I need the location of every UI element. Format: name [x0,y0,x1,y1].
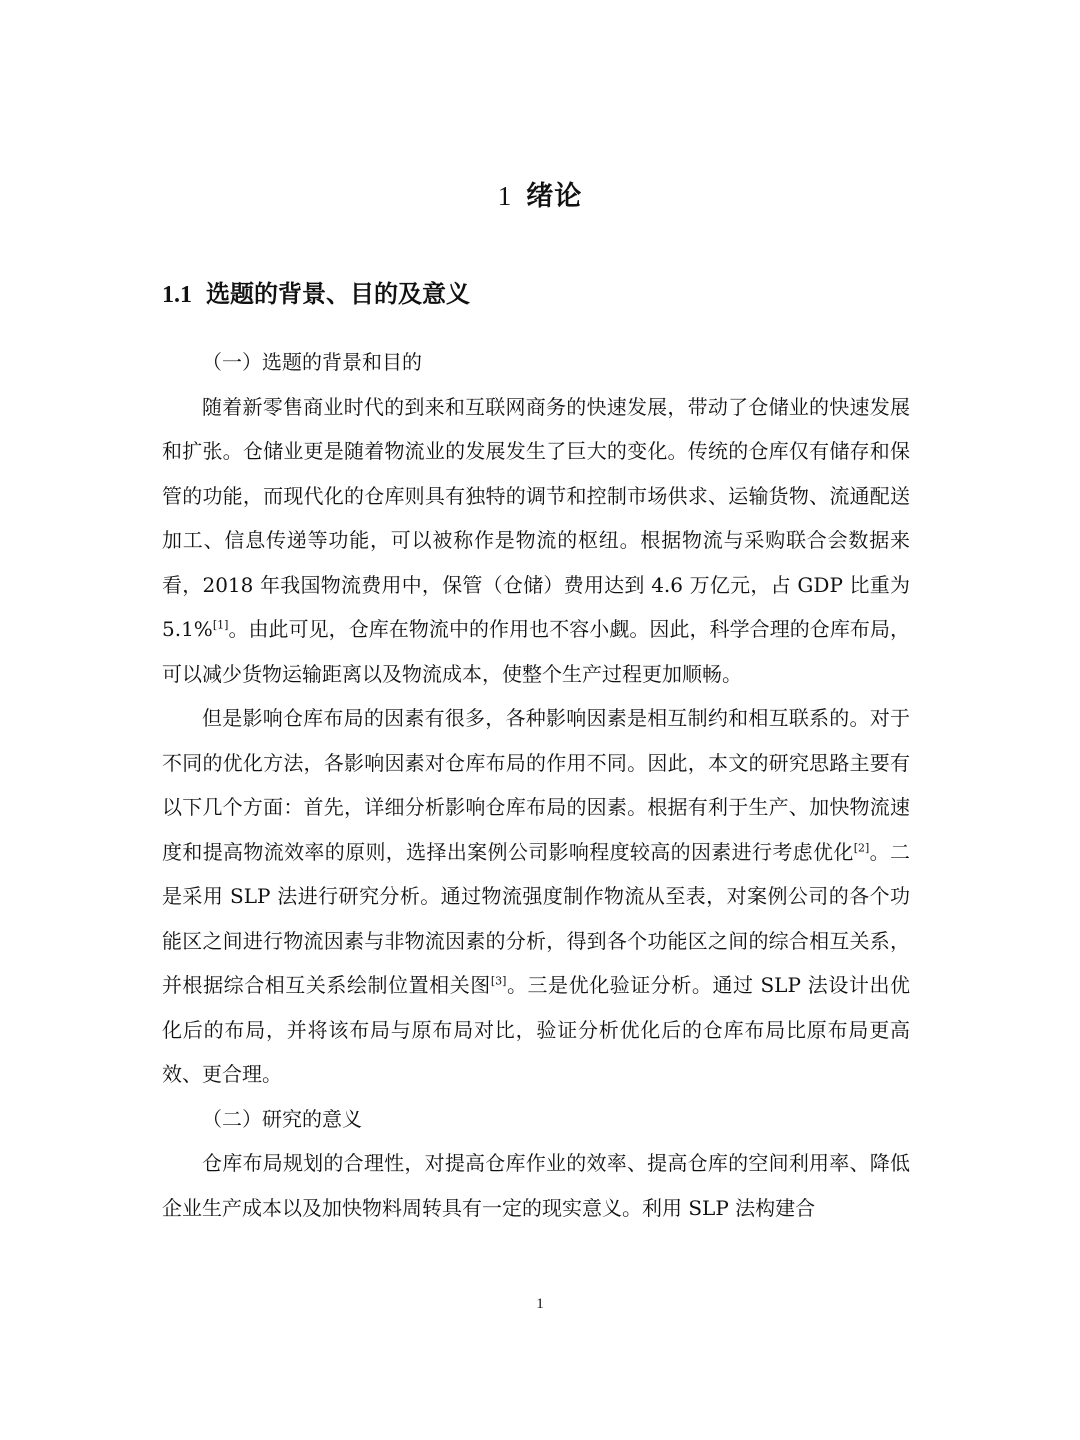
citation-1: [1] [212,618,229,632]
subsection-heading-background: （一）选题的背景和目的 [202,350,422,374]
citation-3: [3] [490,974,507,988]
chapter-title-text: 绪论 [526,181,583,212]
paragraph-significance: 仓库布局规划的合理性，对提高仓库作业的效率、提高仓库的空间利用率、降低企业生产成本以及加快物料周转具有一定的现实意义。利用 SLP 法构建合 [162,1151,910,1220]
page-number: 1 [536,1296,544,1312]
section-number: 1.1 [162,282,192,308]
paragraph-background-part-1: 随着新零售商业时代的到来和互联网商务的快速发展，带动了仓储业的快速发展和扩张。仓储业更是随着物流业的发展发生了巨大的变化。传统的仓库仅有储存和保管的功能，而现代化的仓库则具有独特的调节和控制市场供求、运输货物、流通配送加工、信息传递等功能，可以被称作是物流的枢纽。根据物流与采购联合会数据来看，2018 年我国物流费用中，保管（仓储）费用达到 4.6 万亿元，占 GDP 比重为 5.1% [162,394,910,641]
chapter-number: 1 [497,181,513,211]
paragraph-approach-part-1: 但是影响仓库布局的因素有很多，各种影响因素是相互制约和相互联系的。对于不同的优化方法，各影响因素对仓库布局的作用不同。因此，本文的研究思路主要有以下几个方面：首先，详细分析影响仓库布局的因素。根据有利于生产、加快物流速度和提高物流效率的原则，选择出案例公司影响程度较高的因素进行考虑优化 [162,706,910,864]
paragraph-background [162,385,910,697]
subsection-heading-significance: （二）研究的意义 [202,1106,362,1131]
paragraph-background-part-2: 。由此可见，仓库在物流中的作用也不容小觑。因此，科学合理的仓库布局，可以减少货物运输距离以及物流成本，使整个生产过程更加顺畅。 [162,617,910,686]
citation-2: [2] [853,840,870,854]
paragraph-approach-part-3: 。三是优化验证分析。通过 SLP 法设计出优化后的布局，并将该布局与原布局对比，验证分析优化后的仓库布局比原布局更高效、更合理。 [162,973,911,1086]
paragraph-research-approach [162,696,910,1097]
section-title [162,276,470,313]
paragraph-approach-part-2: 。二是采用 SLP 法进行研究分析。通过物流强度制作物流从至表，对案例公司的各个功能区之间进行物流因素与非物流因素的分析，得到各个功能区之间的综合相互关系，并根据综合相互关系绘制位置相关图 [162,839,911,997]
chapter-title [0,176,1080,217]
body-text [162,340,910,1230]
section-title-text: 选题的背景、目的及意义 [206,280,470,308]
